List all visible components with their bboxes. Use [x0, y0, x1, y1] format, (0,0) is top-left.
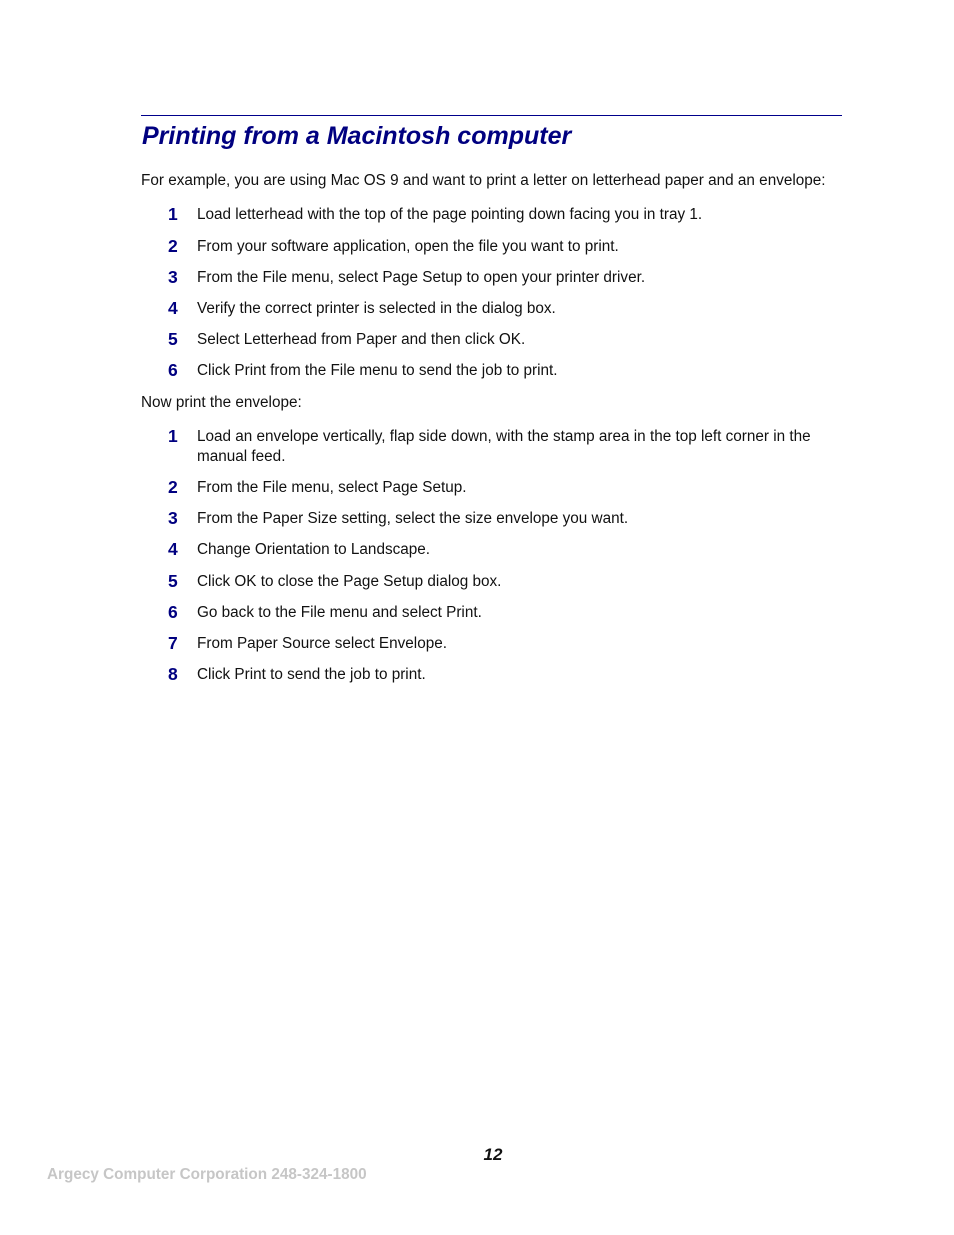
step-text: Select Letterhead from Paper and then click OK. [197, 331, 526, 348]
step-number: 5 [168, 329, 178, 349]
step-number: 7 [168, 633, 178, 653]
step-number: 8 [168, 664, 178, 684]
step-number: 1 [168, 426, 178, 446]
step-text: From the File menu, select Page Setup to open your printer driver. [197, 269, 646, 286]
step-number: 4 [168, 539, 178, 559]
step-text: Verify the correct printer is selected in the dialog box. [197, 300, 556, 317]
step-text: Click Print from the File menu to send the job to print. [197, 362, 558, 379]
step-number: 4 [168, 298, 178, 318]
step-number: 6 [168, 602, 178, 622]
step-number: 3 [168, 508, 178, 528]
page-number: 12 [483, 1145, 503, 1164]
step-text: Click Print to send the job to print. [197, 666, 426, 683]
transition-paragraph: Now print the envelope: [141, 394, 302, 411]
step-number: 2 [168, 236, 178, 256]
footer-watermark: Argecy Computer Corporation 248-324-1800 [47, 1166, 367, 1183]
step-number: 1 [168, 204, 178, 224]
intro-paragraph: For example, you are using Mac OS 9 and want to print a letter on letterhead paper and an envelope: [141, 172, 826, 189]
step-text: Go back to the File menu and select Print. [197, 604, 482, 621]
step-number: 2 [168, 477, 178, 497]
step-text: Change Orientation to Landscape. [197, 541, 431, 558]
step-text: From Paper Source select Envelope. [197, 635, 447, 652]
step-text: From your software application, open the file you want to print. [197, 238, 619, 255]
step-text: Click OK to close the Page Setup dialog box. [197, 573, 502, 590]
step-text: Load an envelope vertically, flap side down, with the stamp area in the top left corner in the manual feed. [197, 428, 811, 465]
step-text: Load letterhead with the top of the page pointing down facing you in tray 1. [197, 206, 703, 223]
page-title: Printing from a Macintosh computer [142, 122, 572, 150]
step-number: 3 [168, 267, 178, 287]
step-number: 5 [168, 571, 178, 591]
step-text: From the Paper Size setting, select the size envelope you want. [197, 510, 629, 527]
step-text: From the File menu, select Page Setup. [197, 479, 467, 496]
step-number: 6 [168, 360, 178, 380]
